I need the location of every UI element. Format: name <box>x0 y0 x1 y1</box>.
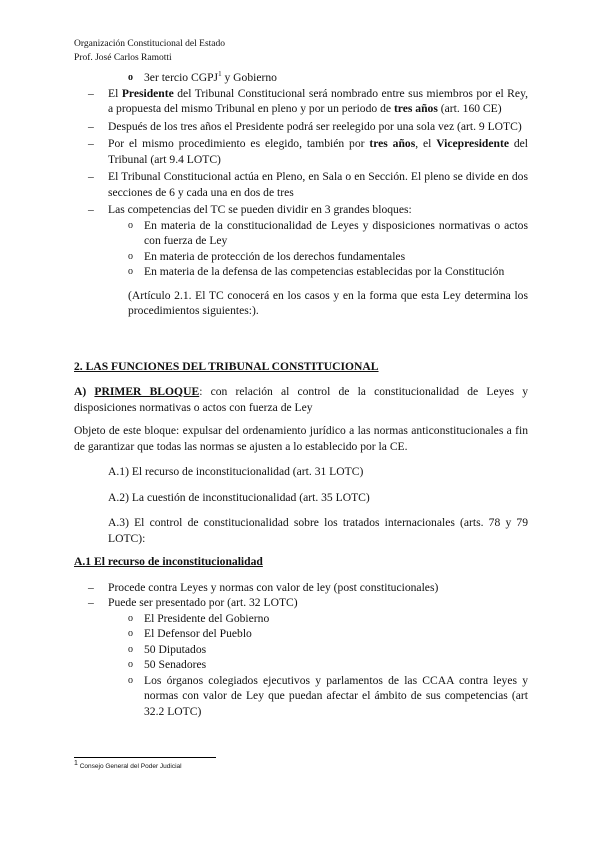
list-item: o 3er tercio CGPJ$^1$ y Gobierno <box>128 70 277 84</box>
circle-bullet-icon: o <box>128 219 133 231</box>
document-body <box>74 70 528 719</box>
header-professor: Prof. José Carlos Ramotti <box>74 53 172 63</box>
dash-bullet-icon: – <box>88 170 94 183</box>
circle-bullet-icon: o <box>128 659 133 670</box>
circle-bullet-icon: o <box>128 266 133 277</box>
dash-bullet-icon: – <box>88 137 94 150</box>
list-item: – Procede contra Leyes y normas con valor de ley (post constitucionales) <box>88 580 439 594</box>
list-item: – El Presidente del Tribunal Constitucional será nombrado entre sus miembros por el Rey, a propuesta del mismo Tribunal en pleno y por un periodo de tres años (art. 160 CE) <box>88 86 529 115</box>
list-item: o En materia de protección de los derechos fundamentales <box>128 249 406 263</box>
list-item: o 50 Diputados <box>128 642 207 656</box>
list-item: o En materia de la constitucionalidad de Leyes y disposiciones normativas o actos con fuerza de Ley <box>128 218 528 247</box>
list-item: o El Defensor del Pueblo <box>128 627 252 640</box>
list-item: – Por el mismo procedimiento es elegido, también por tres años, el Vicepresidente del Tribunal (art 9.4 LOTC) <box>88 137 529 166</box>
dash-bullet-icon: – <box>88 119 94 133</box>
footnote-ref[interactable]: 1 <box>218 70 222 79</box>
list-item: – Después de los tres años el Presidente podrá ser reelegido por una sola vez (art. 9 LOTC) <box>88 119 522 133</box>
objeto-paragraph: Objeto de este bloque: expulsar del ordenamiento jurídico a las normas anticonstitucionales a fin de garantizar que todas las normas se ajusten a lo establecido por la CE. <box>74 424 528 453</box>
footnote-divider <box>74 757 216 758</box>
circle-bullet-icon: o <box>128 643 133 655</box>
block-a-paragraph: A) PRIMER BLOQUE: con relación al control de la constitucionalidad de Leyes y disposiciones normativas o actos con fuerza de Ley <box>74 385 528 414</box>
dash-bullet-icon: – <box>88 596 94 609</box>
dash-bullet-icon: – <box>88 86 94 100</box>
circle-bullet-icon: o <box>128 612 133 624</box>
list-item: – Puede ser presentado por (art. 32 LOTC) <box>88 596 298 609</box>
item-a3: A.3) El control de constitucionalidad sobre los tratados internacionales (arts. 78 y 79 LOTC): <box>108 516 528 545</box>
page-header <box>74 37 225 65</box>
circle-bullet-icon: o <box>128 674 133 686</box>
list-item: o Los órganos colegiados ejecutivos y parlamentos de las CCAA contra leyes y normas con valor de Ley que puedan afectar el ámbito de sus competencias (art 32.2 LOTC) <box>128 673 528 718</box>
item-a1: A.1) El recurso de inconstitucionalidad (art. 31 LOTC) <box>108 465 364 478</box>
subsection-heading: A.1 El recurso de inconstitucionalidad <box>74 555 263 568</box>
list-item: – El Tribunal Constitucional actúa en Pleno, en Sala o en Sección. El pleno se divide en dos secciones de 6 y cada una en dos de tres <box>88 170 528 199</box>
section-heading: 2. LAS FUNCIONES DEL TRIBUNAL CONSTITUCIONAL <box>74 359 379 373</box>
article-quote: (Artículo 2.1. El TC conocerá en los casos y en la forma que esta Ley determina los procedimientos siguientes:). <box>128 288 528 317</box>
dash-bullet-icon: – <box>88 203 94 216</box>
circle-bullet-icon: o <box>128 72 133 83</box>
list-item: o El Presidente del Gobierno <box>128 611 270 625</box>
circle-bullet-icon: o <box>128 250 133 262</box>
circle-bullet-icon: o <box>128 628 133 639</box>
list-item: o 50 Senadores <box>128 658 207 671</box>
dash-bullet-icon: – <box>88 580 94 594</box>
list-item: o En materia de la defensa de las competencias establecidas por la Constitución <box>128 265 505 278</box>
item-a2: A.2) La cuestión de inconstitucionalidad (art. 35 LOTC) <box>108 490 370 504</box>
footnote-text: Consejo General del Poder Judicial <box>77 763 182 770</box>
footnote-number: 1 <box>74 759 78 767</box>
header-course-title: Organización Constitucional del Estado <box>74 39 225 49</box>
list-item: – Las competencias del TC se pueden dividir en 3 grandes bloques: <box>88 203 412 216</box>
footnote <box>74 759 182 770</box>
